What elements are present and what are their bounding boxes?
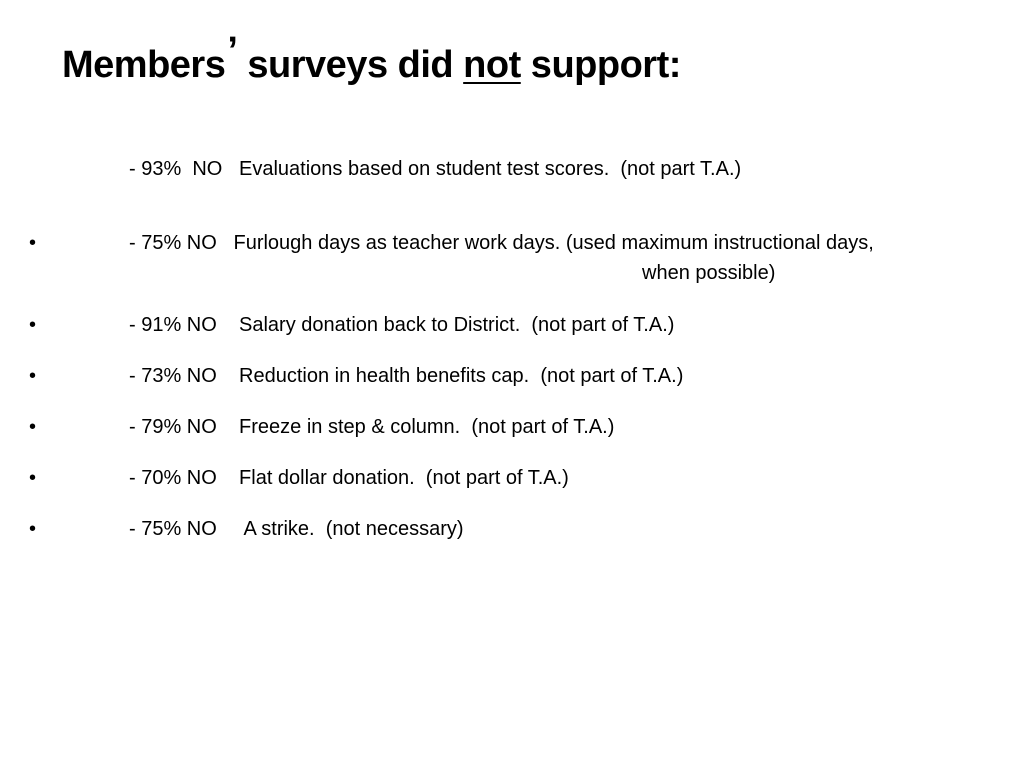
list-item-text: - 75% NO Furlough days as teacher work days. (used maximum instructional days, [129,232,874,254]
title-apostrophe: ’ [227,30,238,72]
title-part-support: support: [520,44,681,86]
bullet-marker: • [29,416,37,438]
list-item-text: - 75% NO A strike. (not necessary) [129,518,464,540]
title-part-members: Members [62,44,226,86]
bullet-marker: • [29,518,37,540]
bullet-marker: • [29,314,37,336]
bullet-marker: • [29,467,37,489]
title-part-surveys: surveys did [247,44,464,86]
bullet-marker: • [29,365,37,387]
bullet-marker: • [29,232,37,254]
list-item-text: - 73% NO Reduction in health benefits cap. (not part of T.A.) [129,365,684,387]
title-emphasis-not: not [463,44,521,86]
list-item-text: - 91% NO Salary donation back to District. (not part of T.A.) [129,314,675,336]
list-item-continuation: when possible) [642,262,776,284]
list-item-text: - 93% NO Evaluations based on student test scores. (not part T.A.) [129,158,742,180]
list-item-text: - 70% NO Flat dollar donation. (not part of T.A.) [129,467,569,489]
slide-title [62,30,681,87]
list-item-text: - 79% NO Freeze in step & column. (not part of T.A.) [129,416,615,438]
